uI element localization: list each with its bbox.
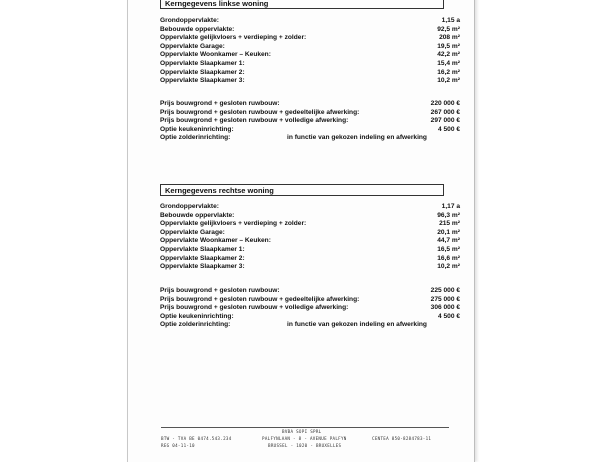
data-row	[160, 255, 460, 264]
row-label: Oppervlakte gelijkvloers + verdieping + zolder:	[160, 220, 307, 228]
data-row	[160, 134, 460, 143]
row-label: Oppervlakte Slaapkamer 2:	[160, 68, 245, 76]
row-label: Prijs bouwgrond + gesloten ruwbouw + volledige afwerking:	[160, 117, 349, 125]
row-label: Oppervlakte Slaapkamer 1:	[160, 59, 245, 67]
data-row	[160, 203, 460, 212]
row-label: Oppervlakte Slaapkamer 3:	[160, 263, 245, 271]
footer-divider	[161, 427, 449, 428]
row-label: Prijs bouwgrond + gesloten ruwbouw:	[160, 100, 280, 107]
row-value: 96,3 m²	[437, 211, 460, 219]
data-row	[160, 43, 460, 52]
row-value: 225 000 €	[430, 287, 460, 294]
row-value: 4 500 €	[438, 312, 460, 320]
row-value: 208 m²	[439, 34, 460, 42]
row-value: 16,6 m²	[437, 254, 460, 262]
data-row	[160, 321, 460, 330]
row-value: 306 000 €	[430, 304, 460, 312]
data-row	[160, 69, 460, 78]
row-value: in functie van gekozen indeling en afwerking	[287, 134, 427, 142]
row-value: 275 000 €	[430, 295, 460, 303]
data-row	[160, 212, 460, 221]
data-row	[160, 287, 460, 296]
row-value: 19,5 m²	[437, 42, 460, 50]
row-value: 1,17 a	[441, 203, 460, 210]
row-value: 220 000 €	[430, 100, 460, 107]
row-value: 267 000 €	[430, 108, 460, 116]
row-label: Optie keukeninrichting:	[160, 312, 234, 320]
footer-address-line-2: BRUSSEL - 1020 - BRUXELLES	[268, 443, 342, 448]
row-value: 4 500 €	[438, 125, 460, 133]
row-label: Prijs bouwgrond + gesloten ruwbouw + gedeeltelijke afwerking:	[160, 295, 360, 303]
row-label: Grondoppervlakte:	[160, 203, 219, 210]
row-label: Oppervlakte gelijkvloers + verdieping + zolder:	[160, 34, 307, 42]
data-row	[160, 263, 460, 272]
row-label: Oppervlakte Garage:	[160, 42, 225, 50]
row-value: 16,5 m²	[437, 245, 460, 253]
row-value: 20,1 m²	[437, 228, 460, 236]
data-row	[160, 109, 460, 118]
data-row	[160, 237, 460, 246]
data-row	[160, 313, 460, 322]
row-value: 1,15 a	[441, 17, 460, 24]
row-value: 15,4 m²	[437, 59, 460, 67]
row-label: Oppervlakte Woonkamer – Keuken:	[160, 237, 271, 245]
row-label: Oppervlakte Garage:	[160, 228, 225, 236]
row-label: Optie zolderinrichting:	[160, 134, 231, 142]
row-label: Prijs bouwgrond + gesloten ruwbouw:	[160, 287, 280, 294]
section-title-left-house: Kerngegevens linkse woning	[160, 0, 444, 9]
data-row	[160, 296, 460, 305]
row-value: 215 m²	[439, 220, 460, 228]
right-house-prices	[160, 287, 460, 330]
row-value: 297 000 €	[430, 117, 460, 125]
section-title-right-house: Kerngegevens rechtse woning	[160, 184, 444, 196]
row-value: 10,2 m²	[437, 77, 460, 85]
row-label: Grondoppervlakte:	[160, 17, 219, 24]
row-value: in functie van gekozen indeling en afwerking	[287, 321, 427, 329]
data-row	[160, 220, 460, 229]
footer-btw: BTW - TVA BE 0474.543.234	[161, 436, 232, 441]
data-row	[160, 60, 460, 69]
footer-company: BVBA SOPI SPRL	[282, 429, 322, 434]
row-label: Prijs bouwgrond + gesloten ruwbouw + volledige afwerking:	[160, 304, 349, 312]
row-value: 10,2 m²	[437, 263, 460, 271]
footer-bank: CENTEA 850-8284783-11	[372, 436, 432, 441]
row-label: Oppervlakte Woonkamer – Keuken:	[160, 51, 271, 59]
data-row	[160, 100, 460, 109]
left-house-areas	[160, 17, 460, 86]
row-label: Oppervlakte Slaapkamer 2:	[160, 254, 245, 262]
row-label: Bebouwde oppervlakte:	[160, 25, 235, 33]
right-house-areas	[160, 203, 460, 272]
data-row	[160, 17, 460, 26]
data-row	[160, 117, 460, 126]
row-label: Oppervlakte Slaapkamer 3:	[160, 77, 245, 85]
row-value: 92,5 m²	[437, 25, 460, 33]
row-label: Prijs bouwgrond + gesloten ruwbouw + gedeeltelijke afwerking:	[160, 108, 360, 116]
data-row	[160, 229, 460, 238]
data-row	[160, 77, 460, 86]
row-value: 42,2 m²	[437, 51, 460, 59]
data-row	[160, 304, 460, 313]
row-label: Optie keukeninrichting:	[160, 125, 234, 133]
left-house-prices	[160, 100, 460, 143]
row-value: 44,7 m²	[437, 237, 460, 245]
data-row	[160, 34, 460, 43]
footer-reg: REG 04-11-10	[161, 443, 195, 448]
row-value: 16,2 m²	[437, 68, 460, 76]
row-label: Oppervlakte Slaapkamer 1:	[160, 245, 245, 253]
row-label: Optie zolderinrichting:	[160, 321, 231, 329]
data-row	[160, 126, 460, 135]
data-row	[160, 26, 460, 35]
row-label: Bebouwde oppervlakte:	[160, 211, 235, 219]
data-row	[160, 246, 460, 255]
data-row	[160, 51, 460, 60]
footer-address-line-1: PALFYNLAAN - 8 - AVENUE PALFYN	[262, 436, 347, 441]
